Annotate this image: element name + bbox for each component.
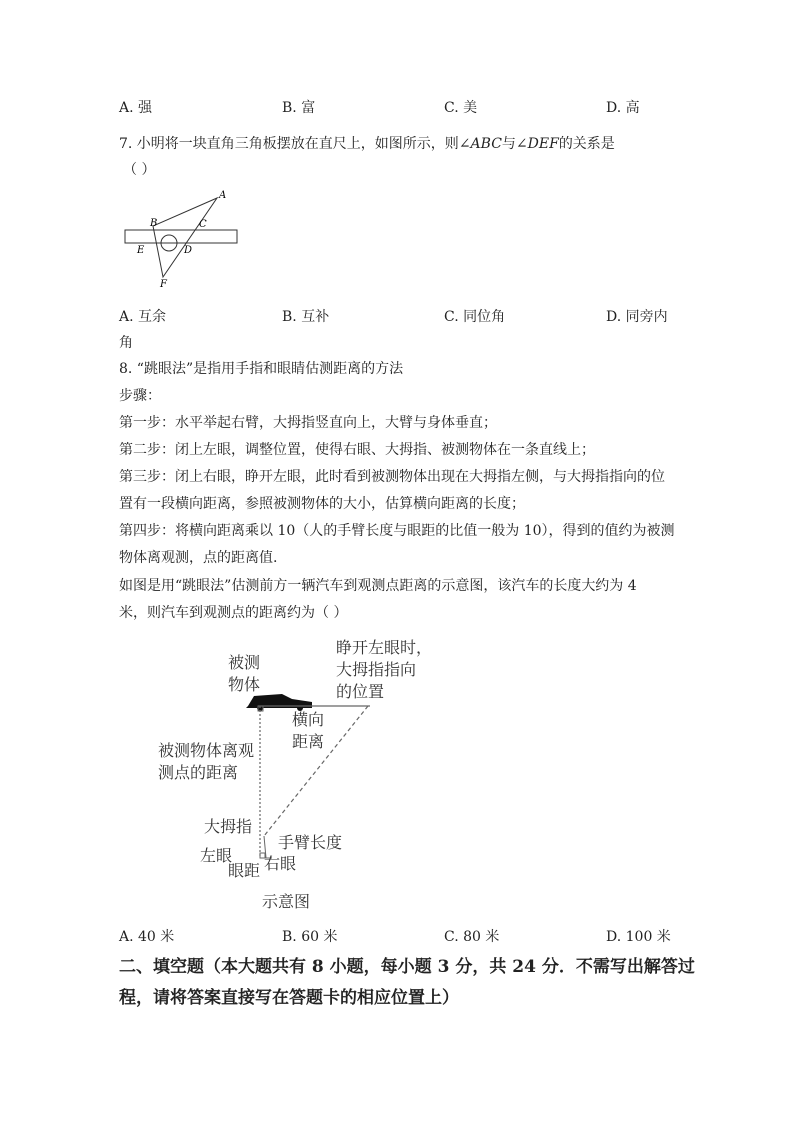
label-a: A — [219, 190, 227, 201]
q6-option-a: A. 强 — [119, 100, 153, 116]
q6-option-d: D. 高 — [606, 100, 640, 116]
label-object-l1: 被测 — [228, 653, 261, 672]
q8-step-1: 第一步：水平举起右臂，大拇指竖直向上，大臂与身体垂直； — [119, 415, 497, 431]
q7-angle-abc: ∠ABC — [458, 136, 502, 152]
q8-step-3-cont: 置有一段横向距离，参照被测物体的大小，估算横向距离的长度； — [119, 496, 525, 512]
label-object-l2: 物体 — [228, 675, 261, 694]
q7-figure — [120, 190, 250, 290]
q8-question: 如图是用“跳眼法”估测前方一辆汽车到观测点距离的示意图，该汽车的长度大约为 4 — [119, 578, 637, 594]
q8-question-cont: 米，则汽车到观测点的距离约为（ ） — [119, 605, 348, 621]
label-open-l2: 大拇指指向 — [336, 660, 417, 679]
q8-step-4-cont: 物体离观测，点的距离值. — [119, 550, 278, 566]
q6-option-b: B. 富 — [282, 100, 316, 116]
label-arm: 手臂长度 — [278, 833, 343, 852]
q8-step-3: 第三步：闭上右眼，睁开左眼，此时看到被测物体出现在大拇指左侧，与大拇指指向的位 — [119, 469, 665, 485]
label-open-l3: 的位置 — [336, 682, 385, 701]
label-distance-l1: 被测物体离观 — [158, 741, 255, 760]
label-e: E — [137, 245, 145, 256]
q8-option-d: D. 100 米 — [606, 929, 671, 945]
q6-option-c: C. 美 — [444, 100, 478, 116]
section-2-heading-l1: 二、填空题（本大题共有 8 小题，每小题 3 分，共 24 分．不需写出解答过 — [119, 957, 695, 977]
section-2-heading-l2: 程，请将答案直接写在答题卡的相应位置上） — [119, 988, 459, 1008]
q7-paren: （ ） — [123, 162, 156, 178]
q8-title: 8. “跳眼法”是指用手指和眼睛估测距离的方法 — [119, 361, 404, 377]
q7-option-d-wrap: 角 — [119, 335, 133, 351]
q7-option-d: D. 同旁内 — [606, 309, 668, 325]
label-right-eye: 右眼 — [264, 854, 297, 873]
q8-option-b: B. 60 米 — [282, 929, 338, 945]
q7-angle-def: ∠DEF — [515, 136, 559, 152]
q8-steps-label: 步骤： — [119, 388, 161, 404]
label-lateral-l1: 横向 — [292, 710, 325, 729]
label-b: B — [150, 218, 158, 229]
q7-stem — [119, 137, 615, 151]
figure-caption: 示意图 — [262, 892, 311, 911]
label-f: F — [160, 279, 167, 290]
label-lateral-l2: 距离 — [292, 732, 325, 751]
label-c: C — [199, 219, 207, 230]
q7-option-a: A. 互余 — [119, 309, 167, 325]
q7-stem-prefix: 7. 小明将一块直角三角板摆放在直尺上，如图所示，则 — [119, 136, 459, 152]
label-distance-l2: 测点的距离 — [158, 763, 239, 782]
q7-option-b: B. 互补 — [282, 309, 330, 325]
label-left-eye: 左眼 — [200, 846, 233, 865]
q8-step-2: 第二步：闭上左眼，调整位置，使得右眼、大拇指、被测物体在一条直线上； — [119, 442, 595, 458]
q7-connector: 与 — [501, 136, 516, 152]
q8-option-a: A. 40 米 — [119, 929, 175, 945]
q8-step-4: 第四步：将横向距离乘以 10（人的手臂长度与眼距的比值一般为 10），得到的值约为被测 — [119, 523, 675, 539]
q7-stem-suffix: 的关系是 — [558, 136, 615, 152]
ruler — [125, 230, 237, 243]
q8-option-c: C. 80 米 — [444, 929, 500, 945]
q7-option-c: C. 同位角 — [444, 309, 506, 325]
label-d: D — [184, 245, 193, 256]
q8-figure — [158, 636, 450, 916]
label-open-l1: 睁开左眼时， — [336, 638, 433, 657]
label-thumb: 大拇指 — [204, 817, 253, 836]
label-eye-distance: 眼距 — [228, 861, 261, 880]
